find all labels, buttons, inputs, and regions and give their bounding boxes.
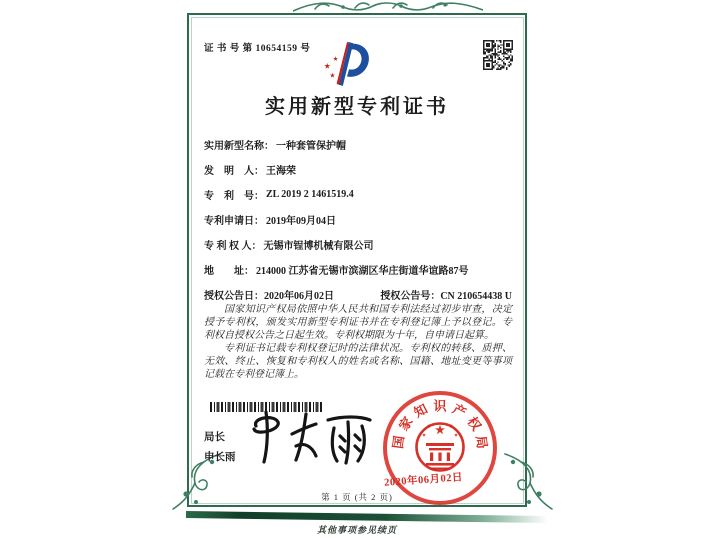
legal-paragraph: 国家知识产权局依照中华人民共和国专利法经过初步审查，决定授予专利权，颁发实用新型专利证书并在专利登记簿上予以登记。专利权自授权公告之日起生效。专利权期限为十年，自申请日起算。 xyxy=(204,304,512,341)
field-label: 专 利 号： xyxy=(204,191,264,202)
director-name: 申长雨 xyxy=(204,452,236,463)
field-value: 214000 江苏省无锡市滨湖区华庄街道华谊路87号 xyxy=(256,266,469,277)
field-row-patentee xyxy=(204,232,512,257)
legal-text xyxy=(204,303,512,381)
field-value: ZL 2019 2 1461519.4 xyxy=(266,189,354,200)
national-emblem-icon xyxy=(414,417,466,475)
field-label: 实用新型名称： xyxy=(204,141,274,152)
page-number: 第 1 页 (共 2 页) xyxy=(321,492,393,502)
certificate-title: 实用新型专利证书 xyxy=(265,96,449,118)
field-row-address xyxy=(204,257,512,282)
director-title: 局长 xyxy=(204,432,225,443)
field-label: 专利申请日： xyxy=(204,216,264,227)
field-label: 专 利 权 人： xyxy=(204,241,262,252)
field-label: 地 址： xyxy=(204,266,254,277)
certificate-number: 证 书 号 第 10654159 号 xyxy=(204,44,311,54)
legal-paragraph: 专利证书记载专利权登记时的法律状况。专利权的转移、质押、无效、终止、恢复和专利权人的姓名或名称、国籍、地址变更等事项记载在专利登记簿上。 xyxy=(204,343,512,380)
footer-note: 其他事项参见续页 xyxy=(316,525,397,535)
field-row-patent-no xyxy=(204,182,512,207)
official-red-seal: 国 家 知 识 产 权 局 xyxy=(383,391,497,505)
grant-number: 授权公告号：CN 210654438 U xyxy=(380,291,512,302)
field-label: 发 明 人： xyxy=(204,166,264,177)
field-row-filing-date xyxy=(204,207,512,232)
field-row-name xyxy=(204,132,512,157)
top-vine-ornament-icon xyxy=(293,0,483,13)
qr-code xyxy=(483,40,513,70)
field-row-inventor xyxy=(204,157,512,182)
field-value: 无锡市锃博机械有限公司 xyxy=(263,241,374,252)
seal-date: 2020年06月02日 xyxy=(383,472,464,489)
field-value: 一种套管保护帽 xyxy=(276,141,346,152)
field-value: 王海荣 xyxy=(266,166,296,177)
cnipa-patent-logo-icon xyxy=(321,41,373,87)
grant-date: 授权公告日：2020年06月02日 xyxy=(204,291,334,302)
certificate-fields xyxy=(204,132,512,307)
director-signature-icon xyxy=(246,406,381,468)
field-value: 2019年09月04日 xyxy=(266,216,336,227)
director-block xyxy=(204,428,236,468)
page-bottom-edge xyxy=(186,511,548,523)
